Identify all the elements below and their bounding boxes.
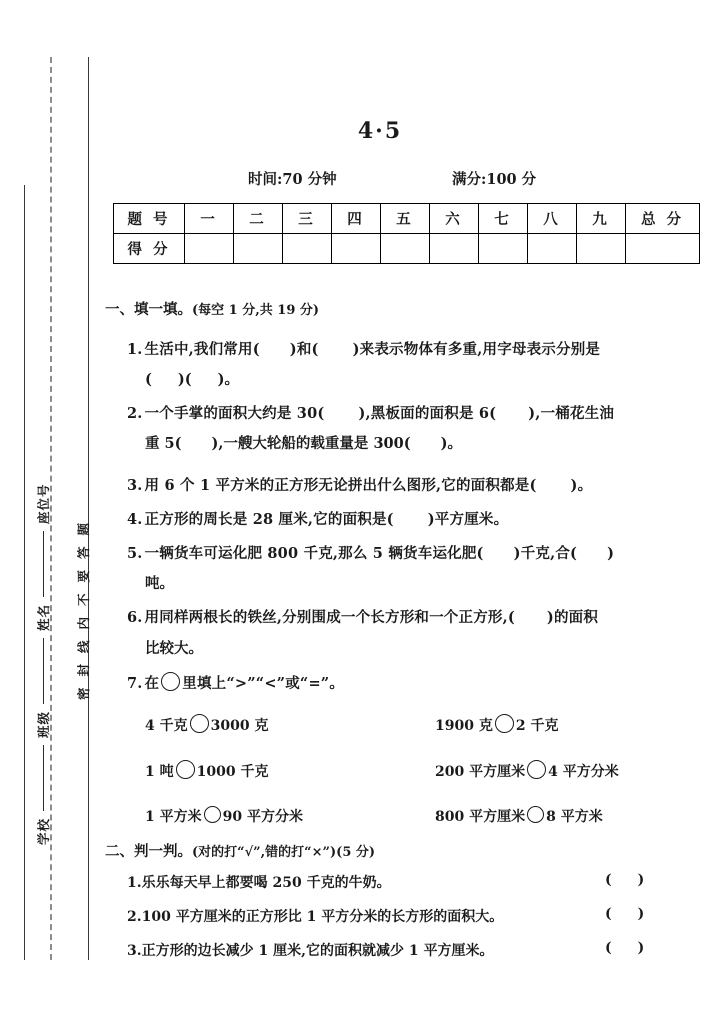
section-2-title: 二、判一判。	[105, 843, 192, 860]
section-1-title: 一、填一填。	[105, 301, 192, 318]
tf-answer-bracket-3[interactable]: ( )	[605, 940, 645, 956]
comparison-pair-6	[435, 806, 603, 826]
comparison-4-right: 4 平方分米	[548, 764, 619, 780]
question-1-text-d: (	[145, 371, 152, 388]
question-2-text-d: 重 5(	[145, 435, 182, 452]
score-cell-2[interactable]	[234, 234, 283, 264]
score-table-label-score: 得 分	[114, 234, 185, 264]
score-cell-7[interactable]	[479, 234, 528, 264]
tf-question-1-text: 乐乐每天早上都要喝 250 千克的牛奶。	[141, 875, 391, 891]
comparison-circle-icon	[161, 672, 180, 691]
comparison-2-right: 2 千克	[515, 718, 559, 734]
section-1-points: (每空 1 分,共 19 分)	[192, 303, 320, 318]
question-1-line-2	[145, 368, 239, 389]
score-col-7: 七	[479, 204, 528, 234]
field-class: 班级	[36, 710, 51, 738]
question-5-number: 5.	[127, 545, 143, 562]
question-3-number: 3.	[127, 477, 143, 494]
comparison-6-left: 800 平方厘米	[435, 809, 526, 825]
comparison-5-circle[interactable]	[204, 806, 221, 823]
question-1-number: 1.	[127, 341, 143, 358]
question-3-line-1	[127, 474, 592, 495]
question-6-line-2	[145, 637, 203, 658]
seal-outer-rule	[24, 185, 25, 960]
score-cell-6[interactable]	[430, 234, 479, 264]
score-col-4: 四	[332, 204, 381, 234]
table-row-question-numbers	[114, 204, 700, 234]
question-2-text-c: ),一桶花生油	[528, 405, 615, 422]
question-7-prompt	[127, 672, 344, 693]
question-4-line-1	[127, 508, 508, 529]
score-cell-3[interactable]	[283, 234, 332, 264]
question-2-line-1	[127, 402, 614, 423]
question-6-text-c: 比较大。	[145, 640, 203, 657]
comparison-1-right: 3000 克	[210, 718, 269, 734]
page-title: 4·5	[357, 118, 403, 144]
question-7-number: 7.	[127, 675, 143, 692]
question-2-text-b: ),黑板面的面积是 6(	[358, 405, 497, 422]
question-4-text-b: )平方厘米。	[427, 511, 509, 528]
question-5-text-a: 一辆货车可运化肥 800 千克,那么 5 辆货车运化肥(	[144, 545, 484, 562]
exam-total-score: 满分:100 分	[452, 171, 537, 188]
score-col-1: 一	[185, 204, 234, 234]
section-heading-fill-in-blanks	[105, 298, 319, 319]
tf-question-1-number: 1.	[127, 875, 142, 891]
score-col-9: 九	[577, 204, 626, 234]
question-5-text-c: )	[607, 545, 615, 562]
comparison-5-left: 1 平方米	[145, 809, 202, 825]
question-1-text-a: 生活中,我们常用(	[144, 341, 260, 358]
comparison-pair-3	[145, 760, 268, 781]
question-1-text-b: )和(	[289, 341, 319, 358]
question-7-text-a: 在	[144, 675, 160, 692]
score-col-5: 五	[381, 204, 430, 234]
comparison-3-right: 1000 千克	[196, 764, 269, 780]
comparison-pair-1	[145, 714, 268, 735]
seal-margin	[0, 0, 100, 1024]
tf-question-3-number: 3.	[127, 943, 142, 959]
tf-question-3	[127, 940, 493, 960]
question-1-text-c: )来表示物体有多重,用字母表示分别是	[352, 341, 601, 358]
tf-question-2-text: 100 平方厘米的正方形比 1 平方分米的长方形的面积大。	[141, 909, 504, 925]
field-name: 姓名	[36, 603, 51, 631]
comparison-6-circle[interactable]	[527, 806, 544, 823]
question-2-number: 2.	[127, 405, 143, 422]
score-cell-5[interactable]	[381, 234, 430, 264]
question-5-text-b: )千克,合(	[513, 545, 578, 562]
seal-inner-rule	[88, 57, 89, 960]
question-3-text-b: )。	[570, 477, 593, 494]
score-col-2: 二	[234, 204, 283, 234]
comparison-3-circle[interactable]	[176, 760, 195, 779]
comparison-3-left: 1 吨	[145, 764, 174, 780]
comparison-pair-4	[435, 760, 619, 781]
comparison-1-circle[interactable]	[190, 714, 209, 733]
comparison-1-left: 4 千克	[145, 718, 188, 734]
question-1-line-1	[127, 338, 600, 359]
score-cell-8[interactable]	[528, 234, 577, 264]
question-5-line-2	[145, 572, 174, 593]
question-5-text-d: 吨。	[145, 575, 174, 592]
question-4-text-a: 正方形的周长是 28 厘米,它的面积是(	[144, 511, 394, 528]
question-6-text-b: )的面积	[546, 609, 599, 626]
comparison-5-right: 90 平方分米	[222, 809, 303, 825]
tf-question-2-number: 2.	[127, 909, 142, 925]
exam-page-body	[100, 0, 724, 1024]
score-table-label-question: 题 号	[114, 204, 185, 234]
score-col-6: 六	[430, 204, 479, 234]
tf-question-3-text: 正方形的边长减少 1 厘米,它的面积就减少 1 平方厘米。	[141, 943, 494, 959]
section-heading-true-false	[105, 840, 375, 861]
question-6-line-1	[127, 606, 598, 627]
score-cell-total[interactable]	[626, 234, 700, 264]
comparison-pair-5	[145, 806, 303, 826]
tf-answer-bracket-1[interactable]: ( )	[605, 872, 645, 888]
comparison-2-circle[interactable]	[495, 714, 514, 733]
name-writing-line[interactable]	[43, 531, 44, 597]
field-seat-number: 座位号	[36, 483, 51, 524]
question-6-number: 6.	[127, 609, 143, 626]
question-6-text-a: 用同样两根长的铁丝,分别围成一个长方形和一个正方形,(	[144, 609, 515, 626]
table-row-scores	[114, 234, 700, 264]
student-info-fields	[34, 483, 52, 845]
question-7-text-b: 里填上“>”“<”或“=”。	[182, 675, 345, 692]
question-2-text-e: ),一艘大轮船的载重量是 300(	[211, 435, 411, 452]
score-col-total: 总 分	[626, 204, 700, 234]
score-cell-9[interactable]	[577, 234, 626, 264]
comparison-4-circle[interactable]	[527, 760, 546, 779]
exam-duration: 时间:70 分钟	[248, 171, 337, 188]
class-writing-line[interactable]	[43, 638, 44, 704]
score-cell-1[interactable]	[185, 234, 234, 264]
field-school: 学校	[36, 817, 51, 845]
question-4-number: 4.	[127, 511, 143, 528]
score-col-3: 三	[283, 204, 332, 234]
question-1-text-f: )。	[217, 371, 239, 388]
score-table	[113, 203, 700, 264]
seal-warning-text: 密封线内不要答题	[76, 511, 91, 700]
question-5-line-1	[127, 542, 614, 563]
question-2-text-f: )。	[440, 435, 462, 452]
question-1-text-e: )(	[177, 371, 192, 388]
tf-answer-bracket-2[interactable]: ( )	[605, 906, 645, 922]
school-writing-line[interactable]	[43, 745, 44, 811]
comparison-4-left: 200 平方厘米	[435, 764, 526, 780]
comparison-6-right: 8 平方米	[546, 809, 603, 825]
tf-question-2	[127, 906, 503, 926]
score-col-8: 八	[528, 204, 577, 234]
question-3-text-a: 用 6 个 1 平方米的正方形无论拼出什么图形,它的面积都是(	[144, 477, 537, 494]
comparison-2-left: 1900 克	[435, 718, 493, 734]
question-2-text-a: 一个手掌的面积大约是 30(	[144, 405, 325, 422]
tf-question-1	[127, 872, 391, 892]
comparison-pair-2	[435, 714, 558, 735]
question-2-line-2	[145, 432, 462, 453]
section-2-points: (对的打“√”,错的打“×”)(5 分)	[192, 845, 376, 860]
score-cell-4[interactable]	[332, 234, 381, 264]
